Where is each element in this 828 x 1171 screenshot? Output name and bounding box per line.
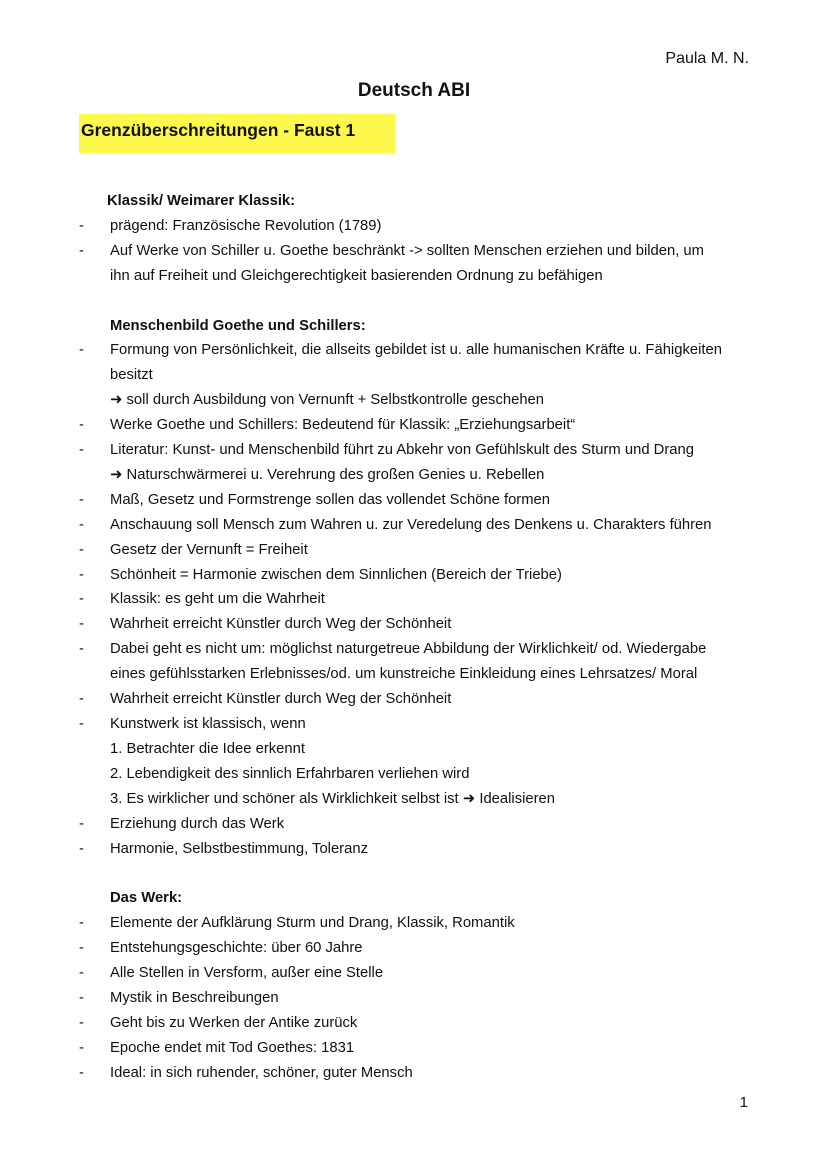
dash-bullet: -	[79, 491, 84, 508]
dash-bullet: -	[79, 840, 84, 857]
dash-bullet: -	[79, 940, 84, 957]
bullet-item: - Schönheit = Harmonie zwischen dem Sinnlichen (Bereich der Triebe)	[79, 563, 769, 588]
section-heading-werk: Das Werk:	[110, 890, 183, 907]
bullet-item: - Formung von Persönlichkeit, die allseits gebildet ist u. alle humanischen Kräfte u. Fähigkeiten	[79, 338, 769, 363]
section-heading-klassik: Klassik/ Weimarer Klassik:	[107, 193, 296, 209]
dash-bullet: -	[79, 691, 84, 708]
bullet-item: - Geht bis zu Werken der Antike zurück	[79, 1011, 769, 1036]
arrow-right-icon: ➜	[110, 392, 123, 409]
dash-bullet: -	[79, 1039, 84, 1056]
bullet-item: - Anschauung soll Mensch zum Wahren u. zur Veredelung des Denkens u. Charakters führen	[79, 513, 769, 538]
dash-bullet: -	[79, 591, 84, 608]
bullet-item: - Klassik: es geht um die Wahrheit	[79, 587, 769, 612]
arrow-right-icon: ➜	[462, 790, 476, 807]
dash-bullet: -	[79, 1064, 84, 1081]
bullet-item: - Dabei geht es nicht um: möglichst naturgetreue Abbildung der Wirklichkeit/ od. Wiedergabe	[79, 637, 769, 662]
author-name: Paula M. N.	[665, 50, 749, 67]
dash-bullet: -	[79, 641, 84, 658]
dash-bullet: -	[79, 965, 84, 982]
numbered-item: 3. Es wirklicher und schöner als Wirklichkeit selbst ist ➜ Idealisieren	[110, 790, 556, 807]
dash-bullet: -	[79, 541, 84, 558]
bullet-item: - Elemente der Aufklärung Sturm und Drang, Klassik, Romantik	[79, 911, 769, 936]
bullet-item: - Literatur: Kunst- und Menschenbild führt zu Abkehr von Gefühlskult des Sturm und Drang	[79, 438, 769, 463]
continuation-line: ihn auf Freiheit und Gleichgerechtigkeit basierenden Ordnung zu befähigen	[110, 267, 603, 284]
bullet-item: - Alle Stellen in Versform, außer eine Stelle	[79, 961, 769, 986]
bullet-item: - Wahrheit erreicht Künstler durch Weg der Schönheit	[79, 687, 769, 712]
bullet-item: - Wahrheit erreicht Künstler durch Weg der Schönheit	[79, 612, 769, 637]
bullet-item: - Epoche endet mit Tod Goethes: 1831	[79, 1036, 769, 1061]
bullet-item: - Harmonie, Selbstbestimmung, Toleranz	[79, 837, 769, 862]
bullet-item: - Gesetz der Vernunft = Freiheit	[79, 538, 769, 563]
numbered-item: 2. Lebendigkeit des sinnlich Erfahrbaren verliehen wird	[110, 765, 470, 782]
dash-bullet: -	[79, 989, 84, 1006]
bullet-item: - Ideal: in sich ruhender, schöner, guter Mensch	[79, 1061, 769, 1086]
dash-bullet: -	[79, 217, 84, 234]
bullet-item: - Auf Werke von Schiller u. Goethe beschränkt -> sollten Menschen erziehen und bilden, um	[79, 239, 769, 264]
dash-bullet: -	[79, 716, 84, 733]
dash-bullet: -	[79, 616, 84, 633]
dash-bullet: -	[79, 1014, 84, 1031]
arrow-line: ➜ soll durch Ausbildung von Vernunft + Selbstkontrolle geschehen	[110, 392, 545, 409]
bullet-item: - Entstehungsgeschichte: über 60 Jahre	[79, 936, 769, 961]
bullet-item: - Kunstwerk ist klassisch, wenn	[79, 712, 769, 737]
bullet-item: - prägend: Französische Revolution (1789)	[79, 214, 769, 239]
dash-bullet: -	[79, 442, 84, 459]
arrow-right-icon: ➜	[110, 466, 123, 483]
document-body	[79, 189, 769, 1086]
bullet-item: - Erziehung durch das Werk	[79, 812, 769, 837]
dash-bullet: -	[79, 242, 84, 259]
highlighted-topic-title: Grenzüberschreitungen - Faust 1	[79, 114, 395, 153]
dash-bullet: -	[79, 417, 84, 434]
bullet-item: - Maß, Gesetz und Formstrenge sollen das vollendet Schöne formen	[79, 488, 769, 513]
page-number: 1	[739, 1094, 748, 1111]
dash-bullet: -	[79, 342, 84, 359]
dash-bullet: -	[79, 566, 84, 583]
numbered-item: 1. Betrachter die Idee erkennt	[110, 740, 305, 757]
dash-bullet: -	[79, 815, 84, 832]
arrow-line: ➜ Naturschwärmerei u. Verehrung des großen Genies u. Rebellen	[110, 466, 545, 483]
bullet-item: - Mystik in Beschreibungen	[79, 986, 769, 1011]
document-title: Deutsch ABI	[357, 80, 471, 101]
bullet-item: - Werke Goethe und Schillers: Bedeutend für Klassik: „Erziehungsarbeit“	[79, 413, 769, 438]
continuation-line: besitzt	[110, 367, 153, 384]
continuation-line: eines gefühlsstarken Erlebnisses/od. um kunstreiche Einkleidung eines Lehrsatzes/ Moral	[110, 666, 698, 683]
dash-bullet: -	[79, 516, 84, 533]
dash-bullet: -	[79, 915, 84, 932]
section-heading-menschenbild: Menschenbild Goethe und Schillers:	[110, 317, 366, 334]
